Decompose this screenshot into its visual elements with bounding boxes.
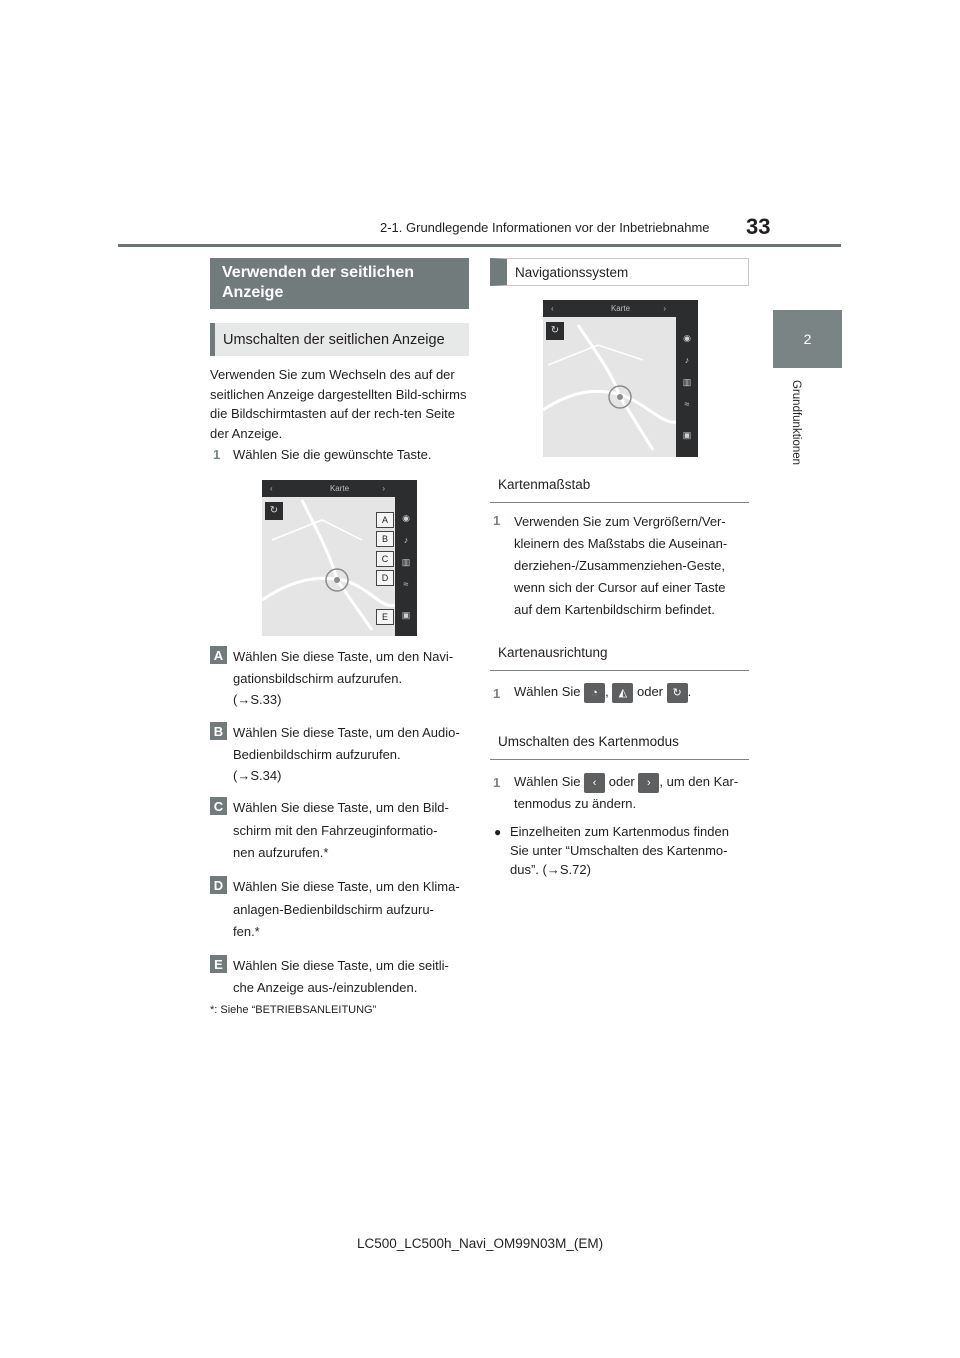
map-title-bar [543,300,698,317]
chapter-label: Grundfunktionen [790,380,802,466]
mode-step-text: Wählen Sie ‹ oder › , um den Kar- tenmodus zu ändern. [514,774,739,811]
orientation-icon[interactable]: ↻ [265,502,283,520]
callout-c: C [376,551,394,567]
orientation-icon[interactable]: ↻ [546,322,564,340]
north-up-icon[interactable]: ◭ [612,683,633,703]
label-d: D [210,876,227,894]
chapter-tab[interactable]: 2 [773,310,842,368]
sub-heading: Umschalten der seitlichen Anzeige [210,323,469,356]
orientation-heading: Kartenausrichtung [490,634,749,671]
footnote: *: Siehe “BETRIEBSANLEITUNG” [210,1004,377,1016]
step-1-text: Wählen Sie die gewünschte Taste. [233,447,432,462]
side-button-bar [676,317,698,457]
chevron-left-icon[interactable]: ‹ [584,773,605,793]
main-heading: Verwenden der seitlichen Anzeige [210,258,469,309]
mode-step-number: 1 [493,775,501,790]
scale-heading: Kartenmaßstab [490,466,749,503]
3d-view-icon[interactable]: ↻ [667,683,688,703]
document-footer: LC500_LC500h_Navi_OM99N03M_(EM) [356,1236,604,1251]
label-a: A [210,646,227,664]
step-1-number: 1 [213,447,221,462]
map-title-bar [262,480,417,497]
callout-a: A [376,512,394,528]
section-title: 2-1. Grundlegende Informationen vor der Inbetriebnahme [380,220,710,235]
chevron-right-icon[interactable]: › [382,484,385,493]
side-button-bar [395,497,417,636]
orientation-step-text: Wählen Sie ◔ , ◭ oder ↻ . [514,682,691,703]
header-rule [118,244,841,247]
scale-step-text: Verwenden Sie zum Vergrößern/Ver- kleinern des Maßstabs die Auseinan- derziehen-/Zusammenziehen-Geste, wenn sich der Cursor auf einer Taste auf dem Kartenbildschirm befindet. [514,514,728,617]
side-display-screenshot [262,480,417,636]
label-e: E [210,955,227,973]
bullet-text: Einzelheiten zum Kartenmodus finden Sie unter “Umschalten des Kartenmo- dus”. (→S.72) [510,824,729,877]
audio-icon[interactable]: ♪ [684,355,690,365]
toggle-display-icon[interactable]: ▣ [682,430,692,440]
chevron-left-icon[interactable]: ‹ [270,484,273,493]
label-c: C [210,797,227,815]
label-b: B [210,722,227,740]
page-number: 33 [746,214,771,239]
navigation-icon[interactable]: ◉ [683,333,691,343]
mode-heading: Umschalten des Kartenmodus [490,723,749,760]
callout-d: D [376,570,394,586]
orientation-step-number: 1 [493,686,501,701]
intro-paragraph: Verwenden Sie zum Wechseln des auf der seitlichen Anzeige dargestellten Bild-schirms die Bildschirmtasten auf der rech-ten Seite der Anzeige. [210,367,467,441]
vehicle-info-icon[interactable]: ▥ [682,377,692,387]
item-e-text: Wählen Sie diese Taste, um die seitli- che Anzeige aus-/einzublenden. [233,958,449,995]
bullet-icon: ● [494,825,502,839]
item-a-text: Wählen Sie diese Taste, um den Navi- gationsbildschirm aufzurufen. (→S.33) [233,649,454,707]
climate-icon[interactable]: ≈ [684,399,690,409]
map-title: Karte [329,484,350,493]
item-c-text: Wählen Sie diese Taste, um den Bild- schirm mit den Fahrzeuginformatio- nen aufzurufen.* [233,800,449,860]
climate-icon[interactable]: ≈ [403,579,409,589]
chevron-right-icon[interactable]: › [663,304,666,313]
callout-e: E [376,609,394,625]
navigation-screenshot [543,300,698,457]
navigation-icon[interactable]: ◉ [402,513,410,523]
nav-heading: Navigationssystem [490,258,749,286]
scale-step-number: 1 [493,513,501,528]
audio-icon[interactable]: ♪ [403,535,409,545]
heading-up-icon[interactable]: ◔ [584,683,605,703]
item-d-text: Wählen Sie diese Taste, um den Klima- anlagen-Bedienbildschirm aufzuru- fen.* [233,879,460,939]
map-streets [543,300,698,457]
map-title: Karte [610,304,631,313]
callout-b: B [376,531,394,547]
toggle-display-icon[interactable]: ▣ [401,610,411,620]
item-b-text: Wählen Sie diese Taste, um den Audio- Bedienbildschirm aufzurufen. (→S.34) [233,725,460,783]
vehicle-info-icon[interactable]: ▥ [401,557,411,567]
chevron-right-icon[interactable]: › [638,773,659,793]
chevron-left-icon[interactable]: ‹ [551,304,554,313]
